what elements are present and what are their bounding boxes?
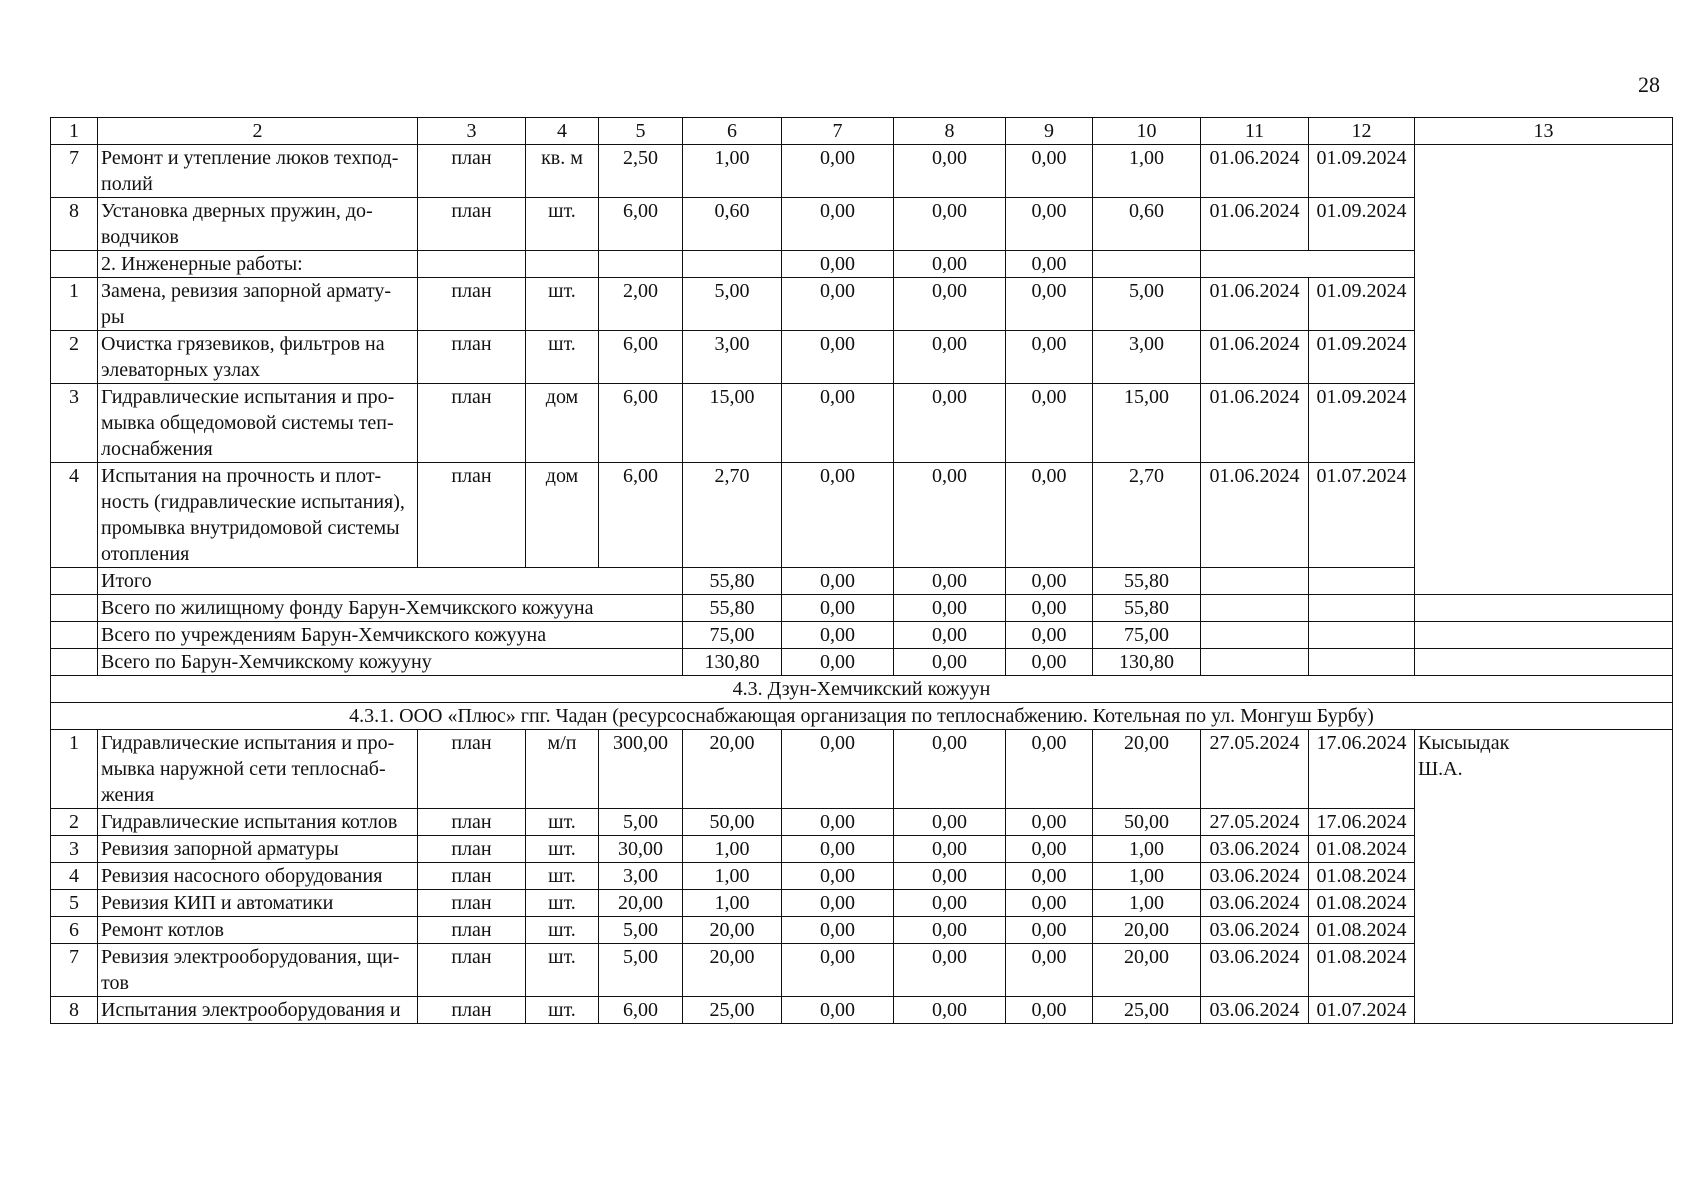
col-12-value: 01.08.2024 <box>1309 890 1415 917</box>
work-name: Замена, ревизия запорной армату- ры <box>98 278 418 331</box>
col-6-value: 55,80 <box>683 568 782 595</box>
col-12-value: 01.09.2024 <box>1309 198 1415 251</box>
blank <box>51 595 98 622</box>
work-name: Ревизия насосного оборудования <box>98 863 418 890</box>
header-col-9: 9 <box>1006 118 1093 145</box>
col-12-value: 01.09.2024 <box>1309 278 1415 331</box>
unit: шт. <box>526 890 599 917</box>
header-col-6: 6 <box>683 118 782 145</box>
col-10-value: 20,00 <box>1093 730 1201 809</box>
col-10-value: 2,70 <box>1093 463 1201 568</box>
col-7-value: 0,00 <box>782 568 894 595</box>
blank <box>526 251 599 278</box>
col-9-value: 0,00 <box>1006 730 1093 809</box>
plan-type: план <box>418 331 526 384</box>
row-number <box>51 251 98 278</box>
col-11-value: 27.05.2024 <box>1201 730 1309 809</box>
col-11-value: 01.06.2024 <box>1201 198 1309 251</box>
work-name: Гидравлические испытания котлов <box>98 809 418 836</box>
plan-type: план <box>418 278 526 331</box>
blank <box>1309 595 1415 622</box>
col-11-value: 01.06.2024 <box>1201 145 1309 198</box>
total-label: Всего по учреждениям Барун-Хемчикского кожууна <box>98 622 683 649</box>
col-8-value: 0,00 <box>894 997 1006 1024</box>
col-10-value: 20,00 <box>1093 944 1201 997</box>
unit: шт. <box>526 331 599 384</box>
row-number: 1 <box>51 730 98 809</box>
plan-type: план <box>418 863 526 890</box>
total-row <box>51 595 1673 622</box>
col-5-value: 30,00 <box>599 836 683 863</box>
table-row <box>51 145 1673 198</box>
col-9-value: 0,00 <box>1006 463 1093 568</box>
unit: дом <box>526 463 599 568</box>
col-7-value: 0,00 <box>782 997 894 1024</box>
col-7-value: 0,00 <box>782 622 894 649</box>
col-5-value: 5,00 <box>599 944 683 997</box>
plan-type: план <box>418 145 526 198</box>
col-7-value: 0,00 <box>782 595 894 622</box>
row-number: 7 <box>51 944 98 997</box>
work-name: Ревизия КИП и автоматики <box>98 890 418 917</box>
plan-type: план <box>418 809 526 836</box>
blank <box>1415 649 1673 676</box>
subsection-title-row <box>51 703 1673 730</box>
work-name: Гидравлические испытания и про- мывка наружной сети теплоснаб- жения <box>98 730 418 809</box>
work-name: Установка дверных пружин, до- водчиков <box>98 198 418 251</box>
row-number: 7 <box>51 145 98 198</box>
col-6-value: 3,00 <box>683 331 782 384</box>
row-number: 8 <box>51 997 98 1024</box>
col-12-value: 01.09.2024 <box>1309 331 1415 384</box>
unit: шт. <box>526 278 599 331</box>
col-9-value: 0,00 <box>1006 863 1093 890</box>
col-5-value: 300,00 <box>599 730 683 809</box>
header-col-8: 8 <box>894 118 1006 145</box>
work-name: Гидравлические испытания и про- мывка общедомовой системы теп- лоснабжения <box>98 384 418 463</box>
col-11-value: 03.06.2024 <box>1201 836 1309 863</box>
col-5-value: 6,00 <box>599 463 683 568</box>
plan-type: план <box>418 890 526 917</box>
works-table <box>50 117 1673 1024</box>
col-9-value: 0,00 <box>1006 836 1093 863</box>
col-6-value: 1,00 <box>683 863 782 890</box>
work-name: Ремонт котлов <box>98 917 418 944</box>
unit: шт. <box>526 809 599 836</box>
unit: шт. <box>526 944 599 997</box>
plan-type: план <box>418 463 526 568</box>
total-row <box>51 649 1673 676</box>
blank <box>51 568 98 595</box>
header-col-13: 13 <box>1415 118 1673 145</box>
col-10-value: 3,00 <box>1093 331 1201 384</box>
col-10-value: 1,00 <box>1093 145 1201 198</box>
col-9-value: 0,00 <box>1006 917 1093 944</box>
header-col-1: 1 <box>51 118 98 145</box>
section-title: 4.3. Дзун-Хемчикский кожуун <box>51 676 1673 703</box>
unit: шт. <box>526 997 599 1024</box>
col-6-value: 15,00 <box>683 384 782 463</box>
col-9-value: 0,00 <box>1006 198 1093 251</box>
col-11-value: 01.06.2024 <box>1201 463 1309 568</box>
blank <box>1201 568 1309 595</box>
plan-type: план <box>418 917 526 944</box>
col-7-value: 0,00 <box>782 649 894 676</box>
row-number: 3 <box>51 836 98 863</box>
col-5-value: 5,00 <box>599 809 683 836</box>
col-5-value: 2,00 <box>599 278 683 331</box>
col-6-value: 20,00 <box>683 917 782 944</box>
col-8-value: 0,00 <box>894 463 1006 568</box>
col-6-value: 0,60 <box>683 198 782 251</box>
plan-type: план <box>418 198 526 251</box>
col-8-value: 0,00 <box>894 890 1006 917</box>
col-10-value: 75,00 <box>1093 622 1201 649</box>
header-col-7: 7 <box>782 118 894 145</box>
row-number: 4 <box>51 463 98 568</box>
unit: м/п <box>526 730 599 809</box>
unit: шт. <box>526 863 599 890</box>
col-8-value: 0,00 <box>894 568 1006 595</box>
col-9-value: 0,00 <box>1006 595 1093 622</box>
work-name: Ревизия запорной арматуры <box>98 836 418 863</box>
col-5-value: 2,50 <box>599 145 683 198</box>
header-col-5: 5 <box>599 118 683 145</box>
col-6-value: 1,00 <box>683 836 782 863</box>
col-8-value: 0,00 <box>894 809 1006 836</box>
col-10-value: 55,80 <box>1093 568 1201 595</box>
col-9-value: 0,00 <box>1006 568 1093 595</box>
blank <box>1415 595 1673 622</box>
row-number: 2 <box>51 809 98 836</box>
subsection-title: 4.3.1. ООО «Плюс» гпг. Чадан (ресурсоснабжающая организация по теплоснабжению. Котельная по ул. Монгуш Бурбу) <box>51 703 1673 730</box>
col-8-value: 0,00 <box>894 622 1006 649</box>
col-13-blank <box>1415 145 1673 595</box>
col-7-value: 0,00 <box>782 890 894 917</box>
col-12-value: 01.08.2024 <box>1309 836 1415 863</box>
unit: шт. <box>526 917 599 944</box>
blank <box>1309 568 1415 595</box>
col-8-value: 0,00 <box>894 730 1006 809</box>
header-col-10: 10 <box>1093 118 1201 145</box>
unit: шт. <box>526 836 599 863</box>
blank <box>1415 622 1673 649</box>
blank <box>1201 595 1309 622</box>
col-9-value: 0,00 <box>1006 997 1093 1024</box>
plan-type: план <box>418 836 526 863</box>
col-6-value: 1,00 <box>683 890 782 917</box>
col-6-value: 130,80 <box>683 649 782 676</box>
col-6-value: 20,00 <box>683 730 782 809</box>
blank <box>51 649 98 676</box>
col-10-value: 50,00 <box>1093 809 1201 836</box>
col-6-value: 20,00 <box>683 944 782 997</box>
col-11-value: 03.06.2024 <box>1201 917 1309 944</box>
col-12-value: 01.08.2024 <box>1309 863 1415 890</box>
col-5-value: 20,00 <box>599 890 683 917</box>
header-row <box>51 118 1673 145</box>
blank <box>1201 251 1415 278</box>
col-7-value: 0,00 <box>782 251 894 278</box>
blank <box>1309 649 1415 676</box>
col-11-value: 01.06.2024 <box>1201 278 1309 331</box>
col-8-value: 0,00 <box>894 384 1006 463</box>
col-8-value: 0,00 <box>894 595 1006 622</box>
row-number: 3 <box>51 384 98 463</box>
col-12-value: 01.08.2024 <box>1309 944 1415 997</box>
col-10-value: 1,00 <box>1093 836 1201 863</box>
plan-type: план <box>418 997 526 1024</box>
col-10-value: 55,80 <box>1093 595 1201 622</box>
col-6-value: 50,00 <box>683 809 782 836</box>
col-7-value: 0,00 <box>782 145 894 198</box>
blank <box>1093 251 1201 278</box>
responsible-person: Кысыыдак Ш.А. <box>1415 730 1673 1024</box>
section-title-row <box>51 676 1673 703</box>
col-9-value: 0,00 <box>1006 384 1093 463</box>
header-col-2: 2 <box>98 118 418 145</box>
header-col-3: 3 <box>418 118 526 145</box>
col-7-value: 0,00 <box>782 463 894 568</box>
col-11-value: 01.06.2024 <box>1201 384 1309 463</box>
col-6-value: 1,00 <box>683 145 782 198</box>
col-7-value: 0,00 <box>782 331 894 384</box>
col-10-value: 0,60 <box>1093 198 1201 251</box>
col-10-value: 130,80 <box>1093 649 1201 676</box>
col-9-value: 0,00 <box>1006 331 1093 384</box>
col-5-value: 6,00 <box>599 384 683 463</box>
col-5-value: 6,00 <box>599 331 683 384</box>
col-8-value: 0,00 <box>894 944 1006 997</box>
col-10-value: 1,00 <box>1093 890 1201 917</box>
col-7-value: 0,00 <box>782 198 894 251</box>
col-8-value: 0,00 <box>894 863 1006 890</box>
col-11-value: 03.06.2024 <box>1201 944 1309 997</box>
col-8-value: 0,00 <box>894 198 1006 251</box>
work-name: Испытания на прочность и плот- ность (гидравлические испытания), промывка внутридомовой системы отопления <box>98 463 418 568</box>
col-8-value: 0,00 <box>894 145 1006 198</box>
plan-type: план <box>418 730 526 809</box>
work-name: Ремонт и утепление люков техпод- полий <box>98 145 418 198</box>
col-9-value: 0,00 <box>1006 145 1093 198</box>
blank <box>51 622 98 649</box>
work-name: Очистка грязевиков, фильтров на элеваторных узлах <box>98 331 418 384</box>
col-8-value: 0,00 <box>894 836 1006 863</box>
col-9-value: 0,00 <box>1006 622 1093 649</box>
col-10-value: 25,00 <box>1093 997 1201 1024</box>
row-number: 2 <box>51 331 98 384</box>
row-number: 5 <box>51 890 98 917</box>
page-number: 28 <box>1638 72 1660 97</box>
header-col-11: 11 <box>1201 118 1309 145</box>
col-7-value: 0,00 <box>782 384 894 463</box>
col-7-value: 0,00 <box>782 809 894 836</box>
work-name: Ревизия электрооборудования, щи- тов <box>98 944 418 997</box>
col-9-value: 0,00 <box>1006 649 1093 676</box>
col-5-value: 6,00 <box>599 997 683 1024</box>
col-7-value: 0,00 <box>782 917 894 944</box>
col-9-value: 0,00 <box>1006 278 1093 331</box>
col-7-value: 0,00 <box>782 278 894 331</box>
work-name: Испытания электрооборудования и <box>98 997 418 1024</box>
col-12-value: 17.06.2024 <box>1309 730 1415 809</box>
col-12-value: 01.09.2024 <box>1309 145 1415 198</box>
col-11-value: 01.06.2024 <box>1201 331 1309 384</box>
col-5-value: 3,00 <box>599 863 683 890</box>
col-9-value: 0,00 <box>1006 809 1093 836</box>
blank <box>1309 622 1415 649</box>
plan-type: план <box>418 944 526 997</box>
blank <box>1201 649 1309 676</box>
col-8-value: 0,00 <box>894 278 1006 331</box>
total-label: Всего по жилищному фонду Барун-Хемчикского кожууна <box>98 595 683 622</box>
col-12-value: 01.08.2024 <box>1309 917 1415 944</box>
col-7-value: 0,00 <box>782 730 894 809</box>
col-6-value: 25,00 <box>683 997 782 1024</box>
table-row <box>51 730 1673 809</box>
col-8-value: 0,00 <box>894 251 1006 278</box>
header-col-12: 12 <box>1309 118 1415 145</box>
col-6-value: 75,00 <box>683 622 782 649</box>
col-10-value: 5,00 <box>1093 278 1201 331</box>
col-9-value: 0,00 <box>1006 251 1093 278</box>
col-11-value: 27.05.2024 <box>1201 809 1309 836</box>
col-11-value: 03.06.2024 <box>1201 890 1309 917</box>
col-10-value: 15,00 <box>1093 384 1201 463</box>
total-row <box>51 622 1673 649</box>
unit: дом <box>526 384 599 463</box>
col-12-value: 01.07.2024 <box>1309 463 1415 568</box>
row-number: 8 <box>51 198 98 251</box>
col-5-value: 5,00 <box>599 917 683 944</box>
col-7-value: 0,00 <box>782 863 894 890</box>
engineering-title: 2. Инженерные работы: <box>98 251 418 278</box>
col-9-value: 0,00 <box>1006 944 1093 997</box>
total-label: Всего по Барун-Хемчикскому кожууну <box>98 649 683 676</box>
col-5-value: 6,00 <box>599 198 683 251</box>
col-7-value: 0,00 <box>782 836 894 863</box>
col-11-value: 03.06.2024 <box>1201 863 1309 890</box>
col-8-value: 0,00 <box>894 917 1006 944</box>
blank <box>1201 622 1309 649</box>
blank <box>599 251 683 278</box>
col-12-value: 01.07.2024 <box>1309 997 1415 1024</box>
row-number: 6 <box>51 917 98 944</box>
unit: шт. <box>526 198 599 251</box>
plan-type: план <box>418 384 526 463</box>
col-10-value: 20,00 <box>1093 917 1201 944</box>
col-7-value: 0,00 <box>782 944 894 997</box>
col-8-value: 0,00 <box>894 649 1006 676</box>
row-number: 1 <box>51 278 98 331</box>
col-10-value: 1,00 <box>1093 863 1201 890</box>
col-6-value: 55,80 <box>683 595 782 622</box>
col-12-value: 17.06.2024 <box>1309 809 1415 836</box>
row-number: 4 <box>51 863 98 890</box>
col-6-value: 5,00 <box>683 278 782 331</box>
unit: кв. м <box>526 145 599 198</box>
total-label: Итого <box>98 568 683 595</box>
col-11-value: 03.06.2024 <box>1201 997 1309 1024</box>
col-6-value: 2,70 <box>683 463 782 568</box>
blank <box>683 251 782 278</box>
header-col-4: 4 <box>526 118 599 145</box>
col-8-value: 0,00 <box>894 331 1006 384</box>
col-12-value: 01.09.2024 <box>1309 384 1415 463</box>
col-9-value: 0,00 <box>1006 890 1093 917</box>
blank <box>418 251 526 278</box>
